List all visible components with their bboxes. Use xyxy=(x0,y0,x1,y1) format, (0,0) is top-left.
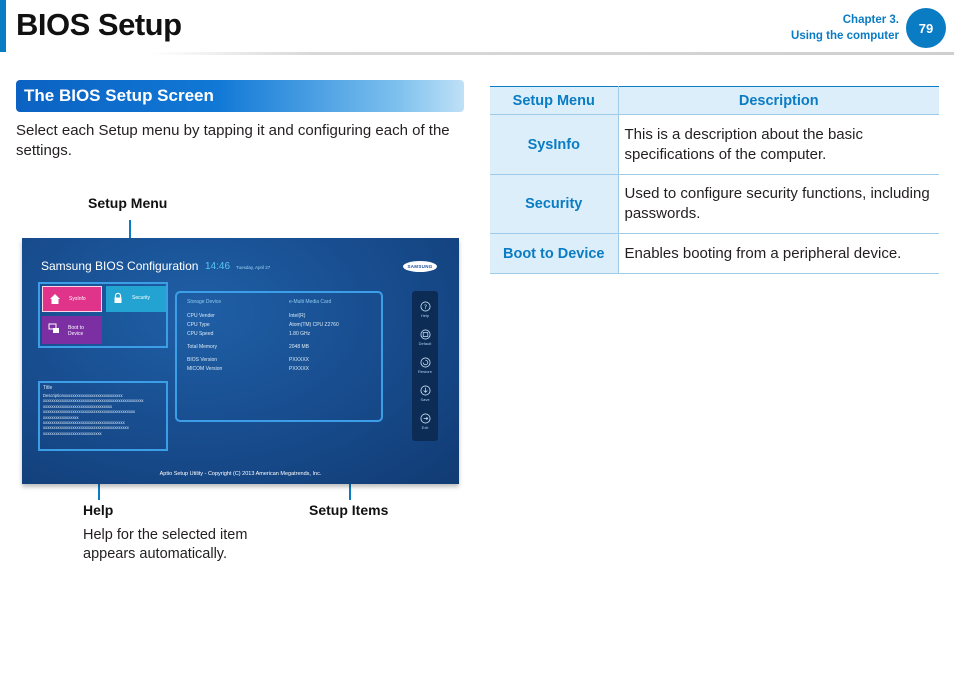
setup-item-key: CPU Speed xyxy=(187,331,214,337)
table-cell-description: This is a description about the basic specifications of the computer. xyxy=(618,115,939,175)
bios-footer-copyright: Aptio Setup Utility - Copyright (C) 2013 American Megatrends, Inc. xyxy=(159,471,322,477)
exit-icon xyxy=(420,413,431,424)
setup-item-value: PXXXXX xyxy=(289,357,310,363)
setup-menu-table xyxy=(490,86,939,274)
help-line: xxxxxxxxxxxxxxxxxxxxxxxxxxxxxxxxx xyxy=(43,403,113,409)
tile-label: Boot to Device xyxy=(68,325,84,337)
table-row xyxy=(490,234,939,274)
help-panel-text xyxy=(43,393,163,436)
intro-paragraph: Select each Setup menu by tapping it and configuring each of the settings. xyxy=(16,122,450,159)
toolbar-label: Save xyxy=(420,397,430,402)
default-icon xyxy=(420,329,431,340)
table-header-row xyxy=(490,87,939,115)
setup-item-key: CPU Vender xyxy=(187,313,215,319)
section-heading: The BIOS Setup Screen xyxy=(16,80,464,112)
table-cell-menu: Boot to Device xyxy=(490,234,618,274)
bios-screenshot xyxy=(22,238,459,484)
setup-items-panel xyxy=(175,291,383,422)
header-divider xyxy=(150,52,954,55)
help-line: xxxxxxxxxxxxxxxxx xyxy=(43,414,79,420)
help-line: xxxxxxxxxxxxxxxxxxxxxxxxxxxxxxxxxxxxxxx xyxy=(43,420,125,426)
tile-security[interactable] xyxy=(106,286,166,312)
toolbar-exit-button[interactable] xyxy=(412,413,438,430)
help-line: xxxxxxxxxxxxxxxxxxxxxxxxxxxxxxxxxxxxxxxxx xyxy=(43,425,129,431)
svg-text:?: ? xyxy=(423,302,427,311)
table-cell-description: Used to configure security functions, including passwords. xyxy=(618,175,939,234)
setup-item-value: 2048 MB xyxy=(289,344,310,350)
setup-item-key: MICOM Version xyxy=(187,366,223,372)
home-icon xyxy=(49,293,61,305)
callout-setup-items: Setup Items xyxy=(309,502,389,518)
page-title: BIOS Setup xyxy=(16,7,182,42)
setup-item-value: e-Multi Media Card xyxy=(289,299,332,305)
bios-time: 14:46 xyxy=(205,261,231,272)
setup-item-value: Atom(TM) CPU Z2760 xyxy=(289,322,339,328)
bios-date: Tuesday, April 27 xyxy=(236,265,271,270)
toolbar-label: Default xyxy=(418,341,432,346)
restore-icon xyxy=(420,357,431,368)
callout-setup-menu: Setup Menu xyxy=(88,195,168,211)
help-icon xyxy=(420,301,431,312)
tile-label: Security xyxy=(132,295,151,301)
toolbar-default-button[interactable] xyxy=(412,329,438,346)
table-cell-menu: Security xyxy=(490,175,618,234)
bios-title: Samsung BIOS Configuration xyxy=(41,259,199,273)
tile-sysinfo[interactable] xyxy=(42,286,102,312)
chapter-subtitle: Using the computer xyxy=(791,30,899,42)
column-header-setup-menu: Setup Menu xyxy=(490,87,618,115)
help-panel-title: Title xyxy=(43,385,53,391)
toolbar-restore-button[interactable] xyxy=(412,357,438,374)
callout-help: Help xyxy=(83,502,114,518)
setup-item-key: BIOS Version xyxy=(187,357,218,363)
header-accent-bar xyxy=(0,0,6,52)
column-header-description: Description xyxy=(618,87,939,115)
bios-side-toolbar xyxy=(412,291,438,441)
setup-item-value: 1.80 GHz xyxy=(289,331,311,337)
toolbar-label: Help xyxy=(420,313,430,318)
boot-device-icon xyxy=(48,322,60,334)
setup-item-key: Storage Device xyxy=(187,299,222,305)
help-line: xxxxxxxxxxxxxxxxxxxxxxxxxxxxxxxxxxxxxxxxxxxxxxxx xyxy=(43,398,144,404)
toolbar-save-button[interactable] xyxy=(412,385,438,402)
toolbar-label: Restore xyxy=(417,369,432,374)
samsung-logo: SAMSUNG xyxy=(403,261,437,272)
help-line: xxxxxxxxxxxxxxxxxxxxxxxxxxxx xyxy=(43,430,102,436)
save-icon xyxy=(420,385,431,396)
toolbar-label: Exit xyxy=(421,425,429,430)
setup-item-key: Total Memory xyxy=(187,344,218,350)
tile-label: SysInfo xyxy=(69,296,86,302)
table-row xyxy=(490,115,939,175)
setup-item-value: Intel(R) xyxy=(289,313,306,319)
lock-icon xyxy=(112,292,124,304)
chapter-label xyxy=(791,12,899,44)
table-cell-menu: SysInfo xyxy=(490,115,618,175)
toolbar-help-button[interactable] xyxy=(412,301,438,318)
table-row xyxy=(490,175,939,234)
help-line: Descriptionxxxxxxxxxxxxxxxxxxxxxxxxxxxx xyxy=(43,393,123,398)
setup-item-key: CPU Type xyxy=(187,322,210,328)
tile-boot-to-device[interactable] xyxy=(42,316,102,344)
callout-help-description: Help for the selected item appears automatically. xyxy=(83,527,248,562)
setup-item-value: PXXXXX xyxy=(289,366,310,372)
chapter-number: Chapter 3. xyxy=(842,14,899,26)
page-number-badge: 79 xyxy=(906,8,946,48)
help-panel xyxy=(38,381,168,451)
table-cell-description: Enables booting from a peripheral device. xyxy=(618,234,939,274)
help-line: xxxxxxxxxxxxxxxxxxxxxxxxxxxxxxxxxxxxxxxxxxxx xyxy=(43,409,136,415)
